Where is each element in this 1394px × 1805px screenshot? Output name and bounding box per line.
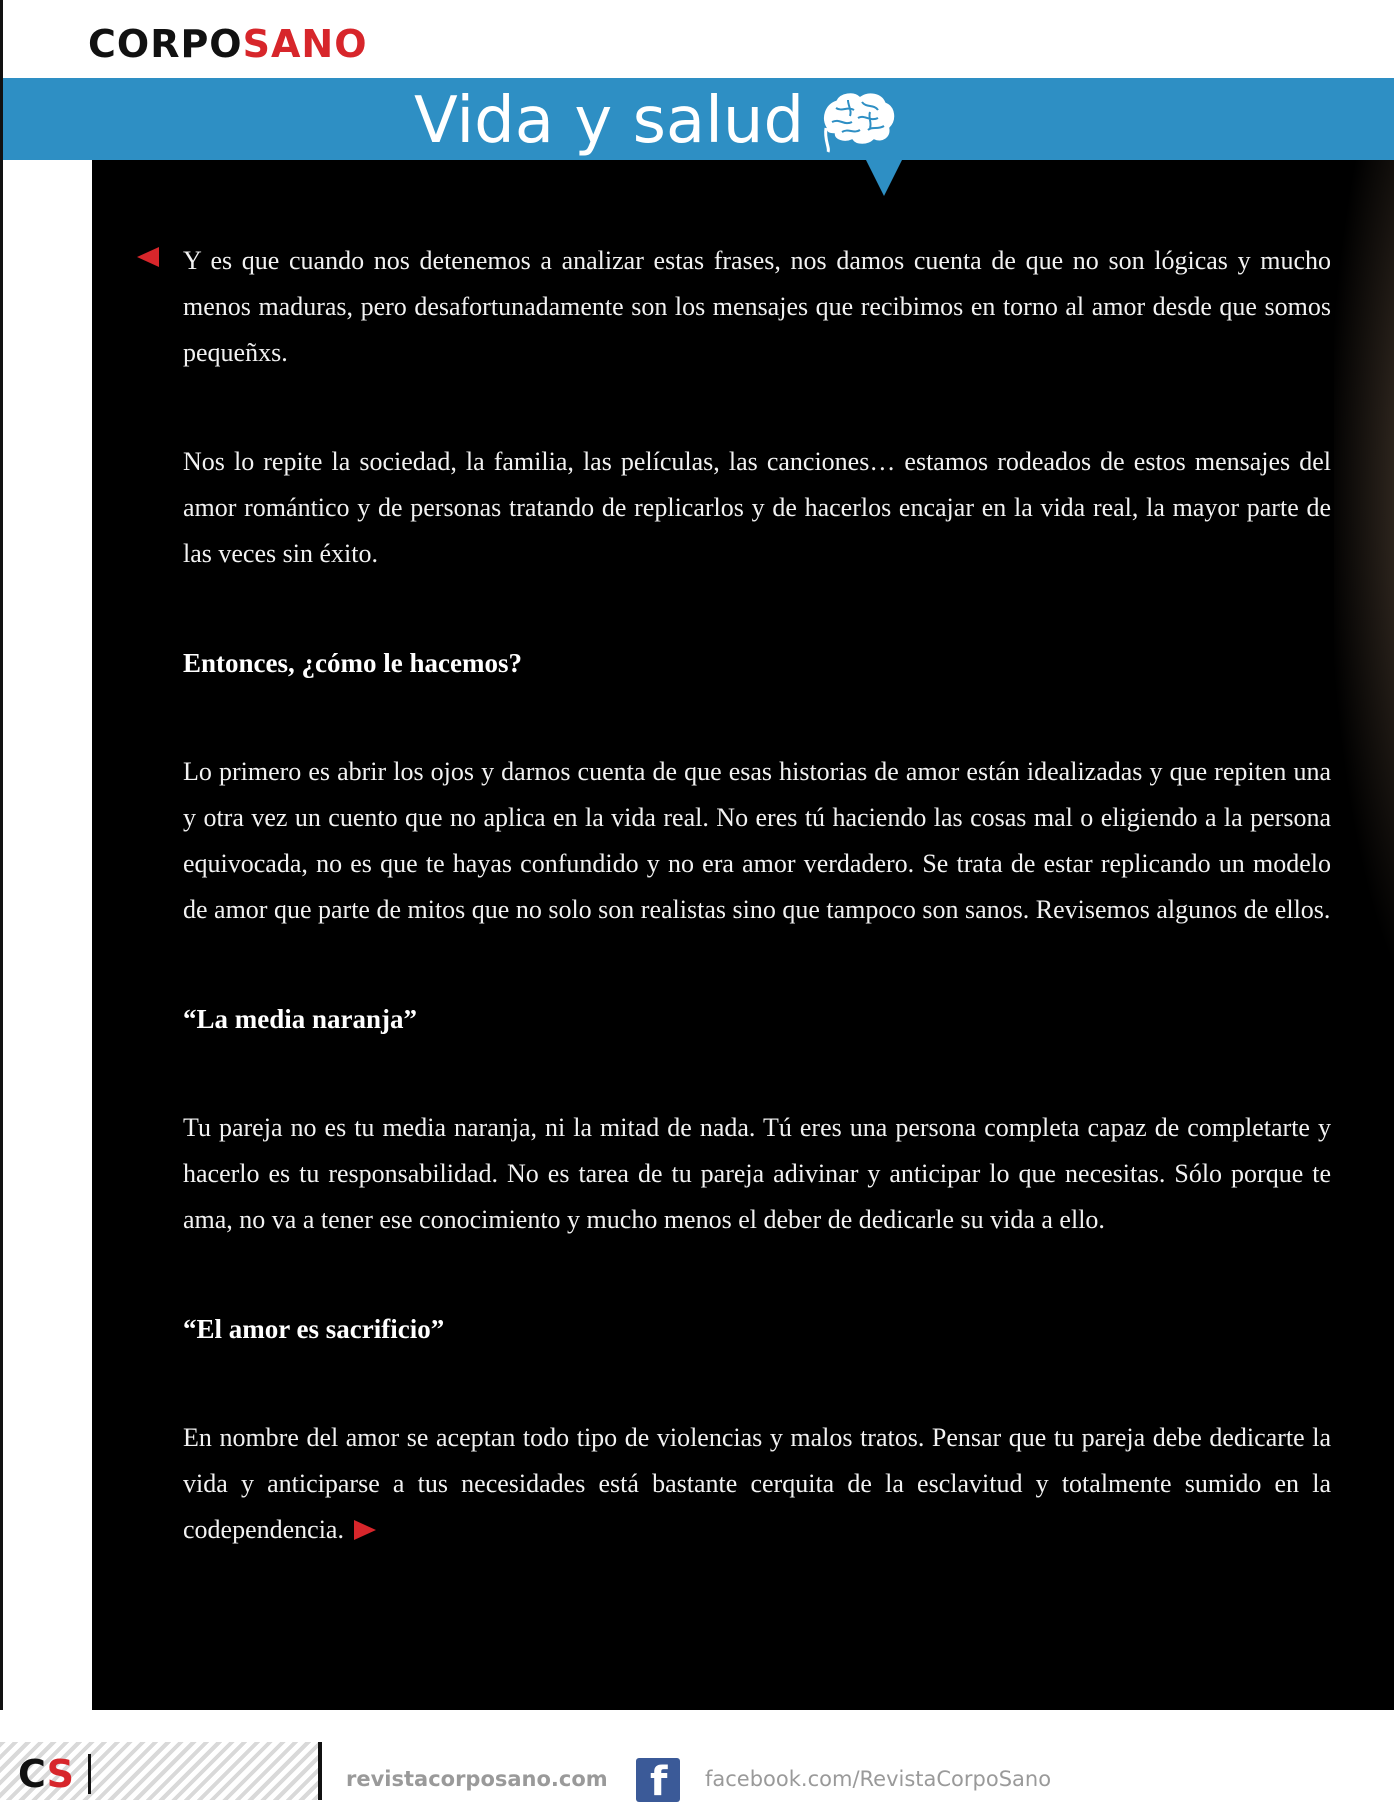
logo-sano: SANO xyxy=(242,22,368,66)
subheading-media-naranja: “La media naranja” xyxy=(183,1004,418,1034)
band-notch xyxy=(866,160,902,196)
footer xyxy=(0,1710,1394,1805)
subheading-amor-sacrificio: “El amor es sacrificio” xyxy=(183,1314,445,1344)
logo-corpo: CORPO xyxy=(88,22,243,66)
cs-logo-s: S xyxy=(46,1752,74,1796)
cs-logo xyxy=(18,1752,74,1796)
paragraph-3: Lo primero es abrir los ojos y darnos cuenta de que esas historias de amor están idealizadas y que repiten una y otra vez un cuento que no aplica en la vida real. No eres tú haciendo las cosas mal o eligiendo a la persona equivocada, no es que te hayas confundido y no era amor verdadero. Se trata de estar replicando un modelo de amor que parte de mitos que no solo son realistas sino que tampoco son sanos. Revisemos algunos de ellos. xyxy=(183,757,1331,924)
cs-logo-bar xyxy=(88,1754,91,1794)
brain-icon xyxy=(818,88,898,154)
subheading-como-le-hacemos: Entonces, ¿cómo le hacemos? xyxy=(183,648,522,678)
facebook-icon[interactable] xyxy=(636,1758,680,1805)
article-body xyxy=(183,238,1331,1553)
paragraph-2: Nos lo repite la sociedad, la familia, las películas, las canciones… estamos rodeados de estos mensajes del amor romántico y de personas tratando de replicarlos y de hacerlos encajar en la vida real, la mayor parte de las veces sin éxito. xyxy=(183,447,1331,568)
facebook-glyph: f xyxy=(650,1759,668,1805)
page-edge-rule xyxy=(0,0,3,1800)
continue-left-marker-icon xyxy=(137,247,159,267)
paragraph-4: Tu pareja no es tu media naranja, ni la mitad de nada. Tú eres una persona completa capaz de completarte y hacerlo es tu responsabilidad. No es tarea de tu pareja adivinar y anticipar lo que necesitas. Sólo porque te ama, no va a tener ese conocimiento y mucho menos el deber de dedicarle su vida a ello. xyxy=(183,1113,1331,1234)
paragraph-1: Y es que cuando nos detenemos a analizar estas frases, nos damos cuenta de que no son lógicas y mucho menos maduras, pero desafortunadamente son los mensajes que recibimos en torno al amor desde que somos pequeñxs. xyxy=(183,246,1331,367)
paragraph-5: En nombre del amor se aceptan todo tipo de violencias y malos tratos. Pensar que tu pareja debe dedicarte la vida y anticiparse a tus necesidades está bastante cerquita de la esclavitud y totalmente sumido en la codependencia. xyxy=(183,1423,1331,1544)
facebook-link[interactable]: facebook.com/RevistaCorpoSano xyxy=(705,1767,1052,1791)
portrait-photo-edge xyxy=(1334,160,1394,1000)
paragraph-5-wrap xyxy=(183,1415,1331,1553)
section-title: Vida y salud xyxy=(414,84,805,158)
continue-right-marker-icon xyxy=(354,1520,376,1540)
footer-divider xyxy=(318,1742,322,1800)
cs-logo-c: C xyxy=(18,1752,47,1796)
corposano-logo xyxy=(88,22,368,66)
site-url-link[interactable]: revistacorposano.com xyxy=(346,1767,608,1791)
